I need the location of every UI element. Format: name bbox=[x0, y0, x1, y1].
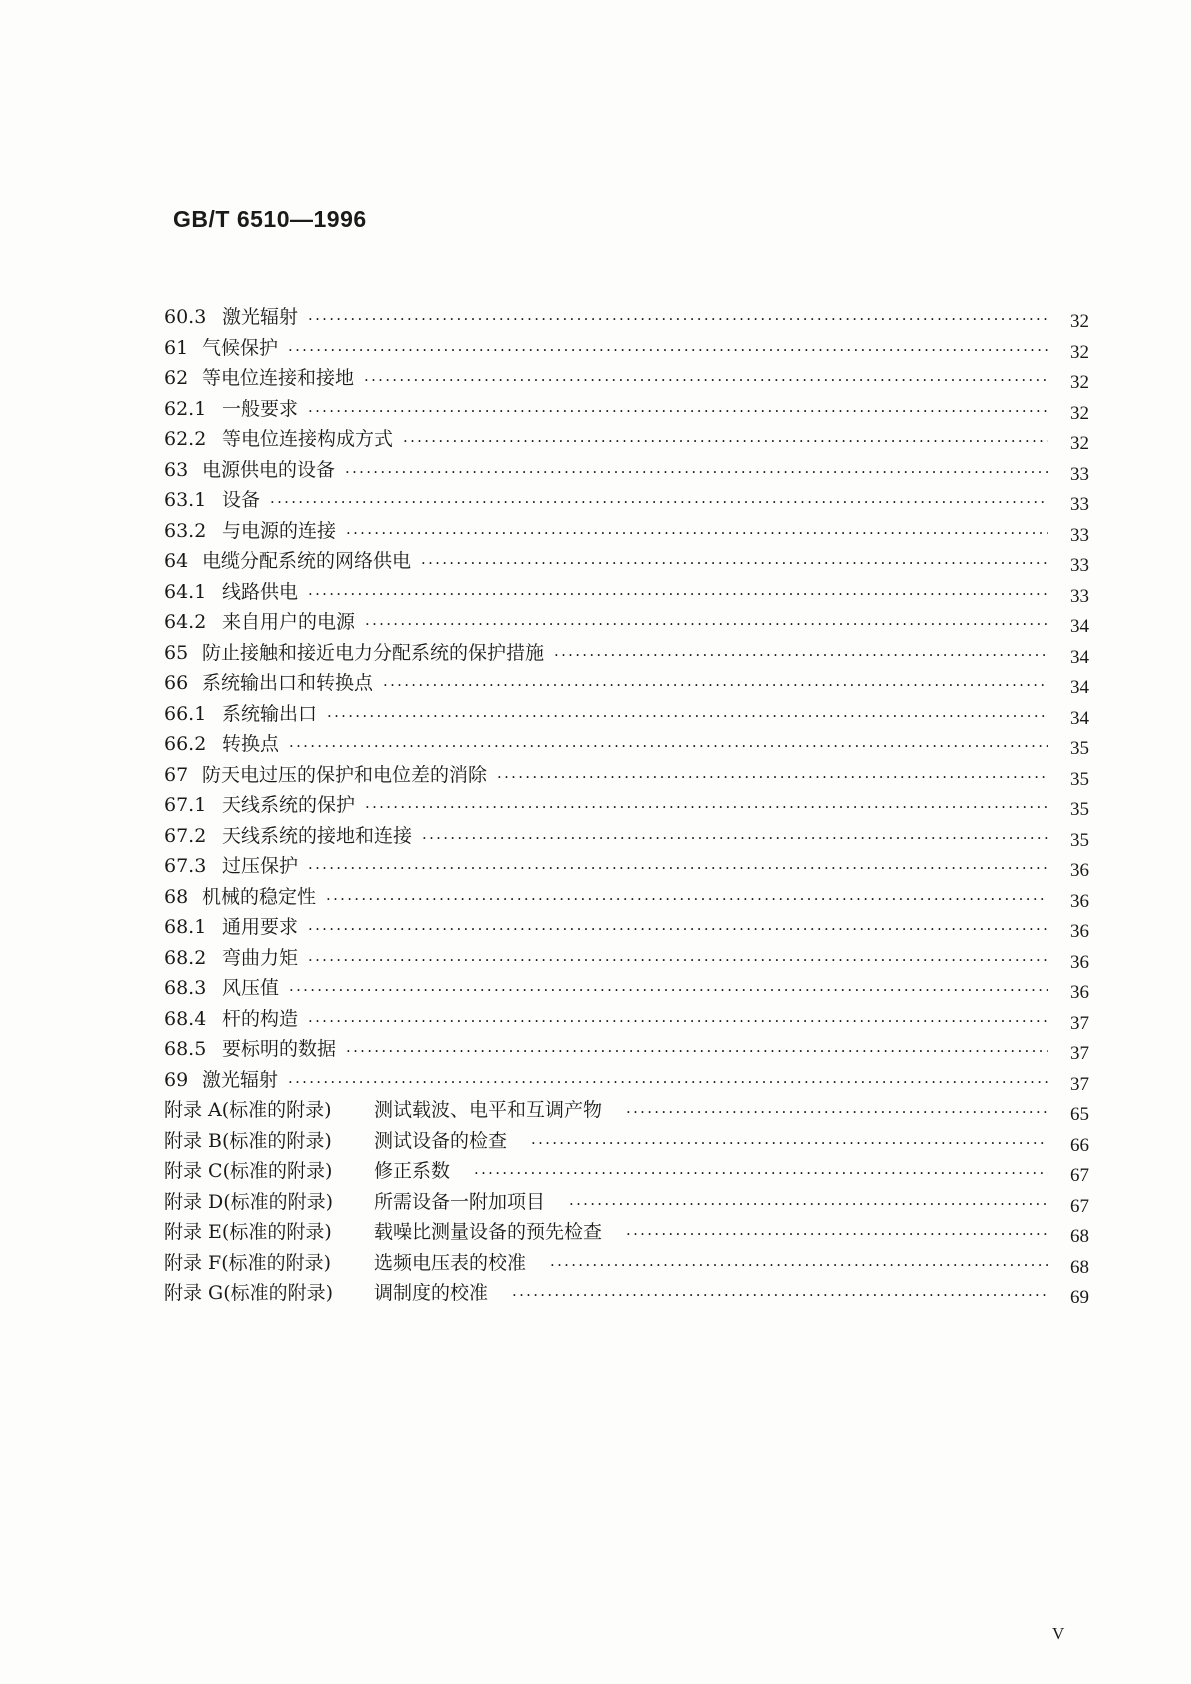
toc-page-number: 35 bbox=[1070, 738, 1089, 759]
appendix-title: 选频电压表的校准 bbox=[374, 1251, 527, 1274]
toc-page-number: 36 bbox=[1070, 982, 1089, 1003]
toc-entry[interactable] bbox=[164, 485, 1056, 515]
toc-page-number: 34 bbox=[1070, 707, 1089, 729]
dot-leader bbox=[345, 457, 1048, 487]
toc-page-number: 37 bbox=[1070, 1073, 1089, 1095]
dot-leader bbox=[308, 853, 1048, 883]
toc-section-title: 系统输出口 bbox=[222, 702, 318, 725]
appendix-entry[interactable] bbox=[164, 1278, 1056, 1308]
appendix-label: 附录 D(标准的附录) bbox=[164, 1190, 334, 1213]
dot-leader bbox=[626, 1097, 1048, 1127]
dot-leader bbox=[365, 792, 1048, 822]
toc-entry[interactable] bbox=[164, 1065, 1056, 1095]
toc-section-title: 设备 bbox=[222, 489, 261, 511]
toc-section-number: 64.2 bbox=[164, 611, 207, 633]
toc-section-title: 等电位连接和接地 bbox=[202, 367, 355, 389]
toc-section-title: 一般要求 bbox=[222, 397, 299, 420]
toc-section-title: 线路供电 bbox=[222, 580, 299, 603]
toc-section-title: 防止接触和接近电力分配系统的保护措施 bbox=[202, 641, 545, 664]
toc-page-number: 36 bbox=[1070, 860, 1089, 881]
dot-leader bbox=[531, 1128, 1048, 1158]
toc-page-number: 35 bbox=[1070, 799, 1089, 820]
toc-section-title: 弯曲力矩 bbox=[222, 946, 299, 969]
toc-section-number: 62 bbox=[164, 367, 189, 389]
toc-page-number: 33 bbox=[1070, 555, 1089, 576]
dot-leader bbox=[626, 1219, 1048, 1249]
toc-entry[interactable] bbox=[164, 1004, 1056, 1034]
appendix-label: 附录 B(标准的附录) bbox=[164, 1129, 332, 1152]
dot-leader bbox=[383, 670, 1048, 700]
toc-section-title: 过压保护 bbox=[222, 855, 299, 877]
dot-leader bbox=[422, 823, 1048, 853]
toc-section-title: 与电源的连接 bbox=[222, 519, 337, 542]
toc-section-title: 电缆分配系统的网络供电 bbox=[202, 550, 412, 572]
toc-page-number: 35 bbox=[1070, 768, 1089, 790]
dot-leader bbox=[308, 304, 1048, 334]
toc-entry[interactable] bbox=[164, 668, 1056, 698]
toc-section-number: 69 bbox=[164, 1068, 189, 1091]
appendix-page-number: 65 bbox=[1070, 1104, 1089, 1125]
appendix-label: 附录 C(标准的附录) bbox=[164, 1160, 333, 1182]
toc-page-number: 37 bbox=[1070, 1012, 1089, 1034]
toc-section-title: 天线系统的保护 bbox=[222, 794, 356, 816]
toc-page-number: 35 bbox=[1070, 829, 1089, 851]
toc-section-number: 62.1 bbox=[164, 397, 207, 420]
appendix-entry[interactable] bbox=[164, 1217, 1056, 1247]
toc-section-title: 防天电过压的保护和电位差的消除 bbox=[202, 763, 488, 786]
dot-leader bbox=[403, 426, 1048, 456]
toc-entry[interactable] bbox=[164, 790, 1056, 820]
toc-entry[interactable] bbox=[164, 729, 1056, 759]
dot-leader bbox=[289, 975, 1048, 1005]
appendix-page-number: 66 bbox=[1070, 1134, 1089, 1156]
toc-entry[interactable] bbox=[164, 424, 1056, 454]
toc-entry[interactable] bbox=[164, 516, 1056, 546]
appendix-title: 载噪比测量设备的预先检查 bbox=[374, 1221, 603, 1243]
toc-section-title: 通用要求 bbox=[222, 916, 299, 938]
dot-leader bbox=[288, 335, 1048, 365]
dot-leader bbox=[308, 914, 1048, 944]
appendix-page-number: 68 bbox=[1070, 1256, 1089, 1278]
dot-leader bbox=[289, 731, 1048, 761]
toc-section-title: 杆的构造 bbox=[222, 1007, 299, 1030]
toc-section-title: 气候保护 bbox=[202, 336, 279, 359]
toc-section-number: 67.3 bbox=[164, 855, 207, 877]
toc-page-number: 32 bbox=[1070, 372, 1089, 393]
toc-section-number: 67.1 bbox=[164, 794, 207, 816]
toc-entry[interactable] bbox=[164, 638, 1056, 668]
appendix-entry[interactable] bbox=[164, 1248, 1056, 1278]
toc-page-number: 32 bbox=[1070, 341, 1089, 363]
toc-entry[interactable] bbox=[164, 699, 1056, 729]
toc-entry[interactable] bbox=[164, 363, 1056, 393]
appendix-page-number: 67 bbox=[1070, 1165, 1089, 1186]
toc-section-number: 67 bbox=[164, 763, 189, 786]
appendix-label: 附录 A(标准的附录) bbox=[164, 1099, 332, 1121]
appendix-entry[interactable] bbox=[164, 1126, 1056, 1156]
appendix-title: 调制度的校准 bbox=[374, 1282, 489, 1304]
dot-leader bbox=[474, 1158, 1048, 1188]
toc-section-number: 66.1 bbox=[164, 702, 207, 725]
toc-entry[interactable] bbox=[164, 302, 1056, 332]
toc-section-number: 64 bbox=[164, 550, 189, 572]
toc-section-number: 65 bbox=[164, 641, 189, 664]
appendix-label: 附录 E(标准的附录) bbox=[164, 1221, 332, 1243]
toc-section-title: 系统输出口和转换点 bbox=[202, 672, 374, 694]
dot-leader bbox=[326, 884, 1048, 914]
toc-section-number: 61 bbox=[164, 336, 189, 359]
toc-section-title: 风压值 bbox=[222, 977, 280, 999]
toc-section-title: 电源供电的设备 bbox=[202, 458, 336, 481]
toc-page-number: 33 bbox=[1070, 463, 1089, 485]
appendix-title: 所需设备一附加项目 bbox=[374, 1190, 546, 1213]
toc-section-number: 68.5 bbox=[164, 1038, 207, 1060]
toc-section-title: 转换点 bbox=[222, 733, 280, 755]
toc-page-number: 34 bbox=[1070, 646, 1089, 668]
dot-leader bbox=[364, 365, 1048, 395]
toc-entry[interactable] bbox=[164, 607, 1056, 637]
toc-entry[interactable] bbox=[164, 821, 1056, 851]
dot-leader bbox=[288, 1067, 1048, 1097]
toc-page-number: 33 bbox=[1070, 524, 1089, 546]
toc-section-number: 66.2 bbox=[164, 733, 207, 755]
dot-leader bbox=[270, 487, 1048, 517]
toc-entry[interactable] bbox=[164, 394, 1056, 424]
toc-entry[interactable] bbox=[164, 943, 1056, 973]
toc-entry[interactable] bbox=[164, 455, 1056, 485]
toc-page-number: 37 bbox=[1070, 1043, 1089, 1064]
toc-page-number: 36 bbox=[1070, 921, 1089, 942]
toc-entry[interactable] bbox=[164, 333, 1056, 363]
toc-section-number: 62.2 bbox=[164, 428, 207, 450]
toc-section-number: 63.2 bbox=[164, 519, 207, 542]
appendix-title: 测试载波、电平和互调产物 bbox=[374, 1099, 603, 1121]
toc-section-number: 68.1 bbox=[164, 916, 207, 938]
toc-section-title: 等电位连接构成方式 bbox=[222, 428, 394, 450]
dot-leader bbox=[308, 396, 1048, 426]
toc-entry[interactable] bbox=[164, 912, 1056, 942]
toc-page-number: 32 bbox=[1070, 311, 1089, 332]
toc-entry[interactable] bbox=[164, 882, 1056, 912]
dot-leader bbox=[327, 701, 1048, 731]
toc-section-title: 天线系统的接地和连接 bbox=[222, 824, 413, 847]
appendix-page-number: 69 bbox=[1070, 1287, 1089, 1308]
toc-page-number: 32 bbox=[1070, 433, 1089, 454]
dot-leader bbox=[421, 548, 1048, 578]
page-number: V bbox=[1052, 1624, 1065, 1643]
toc-section-number: 60.3 bbox=[164, 306, 207, 328]
appendix-label: 附录 G(标准的附录) bbox=[164, 1282, 334, 1304]
dot-leader bbox=[512, 1280, 1048, 1310]
dot-leader bbox=[308, 579, 1048, 609]
toc-page-number: 36 bbox=[1070, 951, 1089, 973]
toc-section-number: 68 bbox=[164, 885, 189, 908]
toc-page-number: 36 bbox=[1070, 890, 1089, 912]
toc-entry[interactable] bbox=[164, 973, 1056, 1003]
toc-page-number: 33 bbox=[1070, 585, 1089, 607]
appendix-page-number: 68 bbox=[1070, 1226, 1089, 1247]
toc-section-title: 激光辐射 bbox=[202, 1068, 279, 1091]
dot-leader bbox=[554, 640, 1048, 670]
appendix-title: 修正系数 bbox=[374, 1160, 451, 1182]
appendix-label: 附录 F(标准的附录) bbox=[164, 1251, 332, 1274]
toc-entry[interactable] bbox=[164, 851, 1056, 881]
toc-page-number: 33 bbox=[1070, 494, 1089, 515]
appendix-entry[interactable] bbox=[164, 1187, 1056, 1217]
dot-leader bbox=[308, 1006, 1048, 1036]
toc-section-number: 63 bbox=[164, 458, 189, 481]
appendix-page-number: 67 bbox=[1070, 1195, 1089, 1217]
toc-entry[interactable] bbox=[164, 1034, 1056, 1064]
toc-section-title: 要标明的数据 bbox=[222, 1038, 337, 1060]
appendix-entry[interactable] bbox=[164, 1095, 1056, 1125]
toc-section-number: 67.2 bbox=[164, 824, 207, 847]
toc-section-title: 来自用户的电源 bbox=[222, 611, 356, 633]
appendix-entry[interactable] bbox=[164, 1156, 1056, 1186]
toc-page-number: 32 bbox=[1070, 402, 1089, 424]
toc-entry[interactable] bbox=[164, 760, 1056, 790]
dot-leader bbox=[550, 1250, 1048, 1280]
dot-leader bbox=[497, 762, 1048, 792]
appendix-title: 测试设备的检查 bbox=[374, 1129, 508, 1152]
toc-section-number: 68.3 bbox=[164, 977, 207, 999]
toc-section-number: 68.2 bbox=[164, 946, 207, 969]
dot-leader bbox=[308, 945, 1048, 975]
standard-code: GB/T 6510—1996 bbox=[173, 206, 367, 232]
toc-section-number: 66 bbox=[164, 672, 189, 694]
dot-leader bbox=[569, 1189, 1048, 1219]
toc-page-number: 34 bbox=[1070, 616, 1089, 637]
toc-section-number: 64.1 bbox=[164, 580, 207, 603]
dot-leader bbox=[346, 1036, 1048, 1066]
toc-section-number: 63.1 bbox=[164, 489, 207, 511]
dot-leader bbox=[346, 518, 1048, 548]
toc-page-number: 34 bbox=[1070, 677, 1089, 698]
toc-section-title: 机械的稳定性 bbox=[202, 885, 317, 908]
toc-section-number: 68.4 bbox=[164, 1007, 207, 1030]
dot-leader bbox=[365, 609, 1048, 639]
toc-section-title: 激光辐射 bbox=[222, 306, 299, 328]
toc-entry[interactable] bbox=[164, 546, 1056, 576]
toc-entry[interactable] bbox=[164, 577, 1056, 607]
